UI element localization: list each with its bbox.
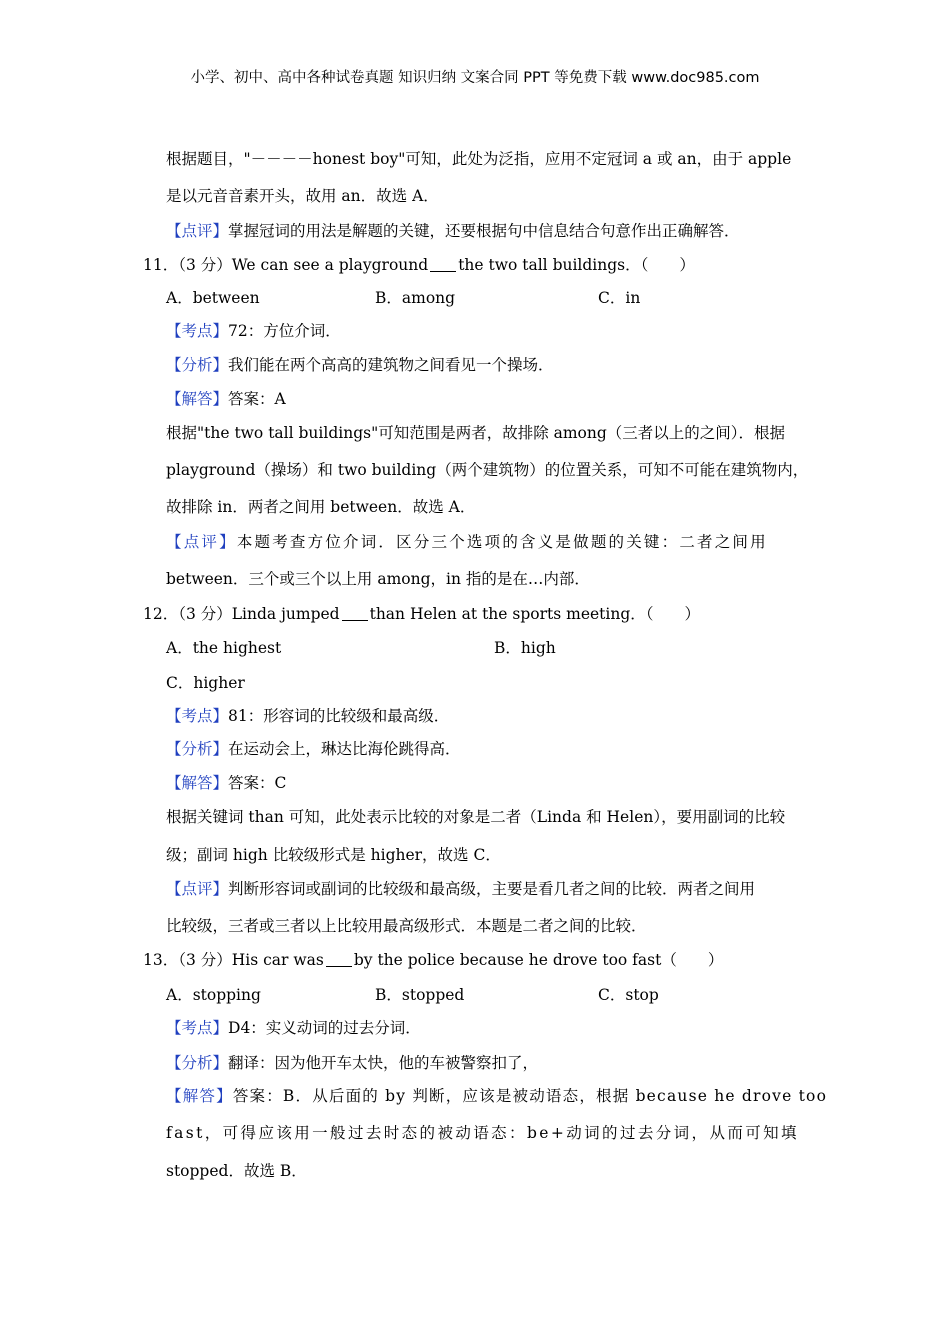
q11-jieda [166, 389, 286, 409]
q13-explanation-1: fast，可得应该用一般过去时态的被动语态：be+动词的过去分词，从而可知填 [166, 1124, 799, 1142]
q12-explanation-1: 根据关键词 than 可知，此处表示比较的对象是二者（Linda 和 Helen），要用副词的比较 [166, 808, 786, 826]
q11-kaodian [166, 321, 341, 341]
question-13-text: by the police because he drove too fast（ ） [353, 951, 724, 969]
kaodian-text: 72：方位介词． [228, 322, 341, 340]
dianping-tag: 【点评】 [166, 533, 237, 551]
option-c: C．higher [166, 674, 245, 692]
q12-dianping-2: 比较级，三者或三者以上比较用最高级形式．本题是二者之间的比较． [166, 917, 647, 935]
q12-kaodian [166, 706, 449, 726]
option-b: B．stopped [375, 986, 465, 1004]
question-12-stem [143, 604, 700, 624]
q11-fenxi [166, 355, 554, 375]
q11-explanation-3: 故排除 in．两者之间用 between．故选 A． [166, 498, 476, 516]
prev-explanation-line-1: 根据题目，"－－－－honest boy"可知，此处为泛指，应用不定冠词 a 或 an，由于 apple [166, 150, 792, 168]
question-11-stem [143, 255, 695, 275]
q12-dianping [166, 879, 755, 899]
kaodian-tag: 【考点】 [166, 707, 229, 725]
q12-fenxi [166, 739, 461, 759]
fenxi-tag: 【分析】 [166, 1054, 229, 1072]
q11-explanation-1: 根据"the two tall buildings"可知范围是两者，故排除 among（三者以上的之间）．根据 [166, 424, 786, 442]
answer-blank [342, 606, 368, 621]
kaodian-tag: 【考点】 [166, 1019, 229, 1037]
q13-fenxi [166, 1053, 538, 1073]
q13-kaodian [166, 1018, 421, 1038]
q11-dianping-2: between．三个或三个以上用 among，in 指的是在…内部． [166, 570, 590, 588]
dianping-text: 本题考查方位介词．区分三个选项的含义是做题的关键：二者之间用 [236, 533, 768, 551]
question-11-options [166, 288, 260, 308]
q11-dianping [166, 532, 768, 552]
fenxi-tag: 【分析】 [166, 740, 229, 758]
q13-jieda [166, 1086, 827, 1106]
comment-text: 掌握冠词的用法是解题的关键，还要根据句中信息结合句意作出正确解答． [228, 222, 740, 240]
option-c: C．in [598, 289, 641, 307]
option-b: B．high [494, 639, 556, 657]
option-c: C．stop [598, 986, 659, 1004]
q12-jieda [166, 773, 286, 793]
q13-explanation-2: stopped．故选 B． [166, 1162, 307, 1180]
question-13-stem [143, 950, 723, 970]
fenxi-text: 我们能在两个高高的建筑物之间看见一个操场． [228, 356, 554, 374]
jieda-text: 答案：A [228, 390, 286, 408]
jieda-text: 答案：B．从后面的 by 判断，应该是被动语态，根据 because he drove too [232, 1087, 828, 1105]
jieda-tag: 【解答】 [166, 1087, 233, 1105]
question-12-text: than Helen at the sports meeting．（ ） [369, 605, 701, 623]
kaodian-text: D4：实义动词的过去分词． [228, 1019, 421, 1037]
option-a: A．between [166, 289, 260, 307]
kaodian-text: 81：形容词的比较级和最高级． [228, 707, 450, 725]
kaodian-tag: 【考点】 [166, 322, 229, 340]
jieda-text: 答案：C [228, 774, 287, 792]
dianping-tag: 【点评】 [166, 880, 229, 898]
q11-explanation-2: playground（操场）和 two building（两个建筑物）的位置关系，可知不可能在建筑物内， [166, 461, 809, 479]
comment-tag: 【点评】 [166, 222, 229, 240]
page-header: 小学、初中、高中各种试卷真题 知识归纳 文案合同 PPT 等免费下载 www.doc985.com [190, 70, 760, 86]
answer-blank [326, 952, 352, 967]
option-b: B．among [375, 289, 456, 307]
prev-explanation-line-2: 是以元音音素开头，故用 an．故选 A． [166, 187, 439, 205]
option-a: A．the highest [166, 639, 282, 657]
fenxi-text: 翻译：因为他开车太快，他的车被警察扣了， [228, 1054, 539, 1072]
fenxi-tag: 【分析】 [166, 356, 229, 374]
fenxi-text: 在运动会上，琳达比海伦跳得高． [228, 740, 461, 758]
question-13-number: 13．（3 分）His car was [143, 951, 324, 969]
dianping-text: 判断形容词或副词的比较级和最高级，主要是看几者之间的比较．两者之间用 [228, 880, 756, 898]
question-12-number: 12．（3 分）Linda jumped [143, 605, 340, 623]
prev-comment [166, 221, 740, 241]
question-11-number: 11．（3 分）We can see a playground [143, 256, 429, 274]
question-11-text: the two tall buildings．（ ） [458, 256, 695, 274]
jieda-tag: 【解答】 [166, 390, 229, 408]
jieda-tag: 【解答】 [166, 774, 229, 792]
option-a: A．stopping [166, 986, 261, 1004]
answer-blank [430, 257, 456, 272]
q12-explanation-2: 级；副词 high 比较级形式是 higher，故选 C． [166, 846, 501, 864]
